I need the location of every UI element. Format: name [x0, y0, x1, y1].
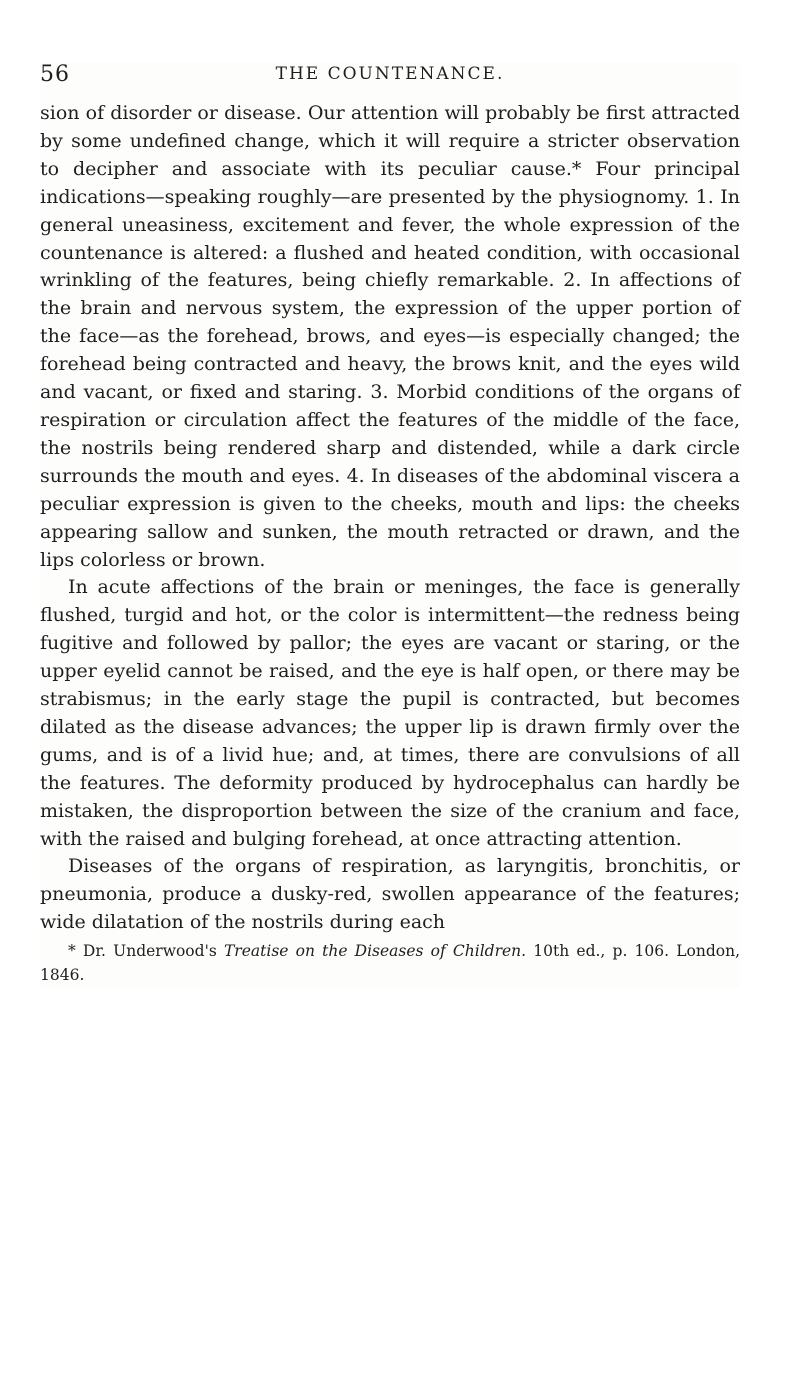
page-number: 56 — [40, 62, 70, 87]
footnote — [40, 939, 740, 987]
page-header — [40, 62, 740, 94]
paragraph-continuation: sion of disorder or disease. Our attention will probably be first attracted by some undefined change, which it will require a stricter observation to decipher and associate with its peculiar cause.* Four principal indications—speaking roughly—are presented by the physiognomy. 1. In general uneasiness, excitement and fever, the whole expression of the countenance is altered: a flushed and heated condition, with occasional wrinkling of the features, being chiefly remarkable. 2. In affections of the brain and nervous system, the expression of the upper portion of the face—as the forehead, brows, and eyes—is especially changed; the forehead being contracted and heavy, the brows knit, and the eyes wild and vacant, or fixed and staring. 3. Morbid conditions of the organs of respiration or circulation affect the features of the middle of the face, the nostrils being rendered sharp and distended, while a dark circle surrounds the mouth and eyes. 4. In diseases of the abdominal viscera a peculiar expression is given to the cheeks, mouth and lips: the cheeks appearing sallow and sunken, the mouth retracted or drawn, and the lips colorless or brown. — [40, 102, 740, 571]
paragraph-brain-affections: In acute affections of the brain or meninges, the face is generally flushed, turgid and hot, or the color is intermittent—the redness being fugitive and followed by pallor; the eyes are vacant or staring, or the upper eyelid cannot be raised, and the eye is half open, or there may be strabismus; in the early stage the pupil is contracted, but becomes dilated as the disease advances; the upper lip is drawn firmly over the gums, and is of a livid hue; and, at times, there are convulsions of all the features. The deformity produced by hydrocephalus can hardly be mistaken, the disproportion between the size of the cranium and face, with the raised and bulging forehead, at once attracting attention. — [40, 576, 740, 850]
footnote-title: Treatise on the Diseases of Children. — [223, 942, 527, 961]
book-page — [40, 62, 740, 987]
body-text — [40, 100, 740, 937]
footnote-prefix: * Dr. Underwood's — [68, 942, 224, 961]
running-head: THE COUNTENANCE. — [275, 64, 505, 84]
footnote-suffix: 10th ed., p. 106. London, 1846. — [40, 942, 741, 985]
paragraph-respiratory-diseases: Diseases of the organs of respiration, as laryngitis, bronchitis, or pneumonia, produce a dusky-red, swollen appearance of the features; wide dilatation of the nostrils during each — [40, 855, 740, 934]
